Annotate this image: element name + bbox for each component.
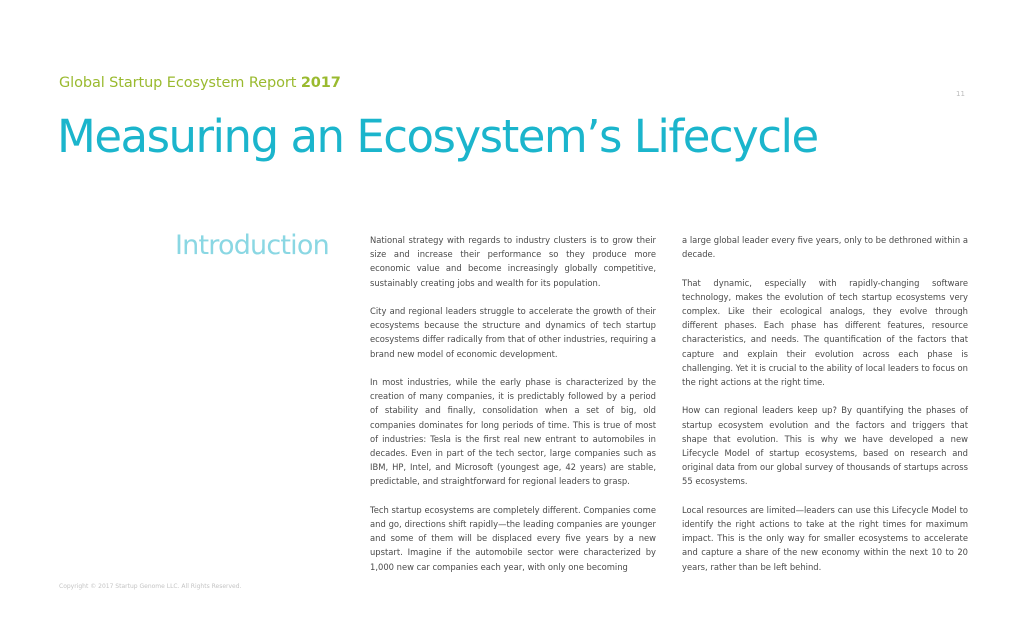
text-column-right: [682, 233, 968, 588]
paragraph: National strategy with regards to industry clusters is to grow their size and increase their performance so they produce more economic value and become increasingly globally competitive, sustainably creating jobs and wealth for its population.: [370, 235, 656, 288]
paragraph: That dynamic, especially with rapidly-changing software technology, makes the evolution of tech startup ecosystems very complex. Like their ecological analogs, they evolve through different phases. Each phase has different features, resource characteristics, and needs. The quantification of the factors that capture and explain their evolution across each phase is challenging. Yet it is crucial to the ability of local leaders to focus on the right actions at the right time.: [682, 277, 968, 388]
report-title-text: Global Startup Ecosystem Report: [59, 75, 297, 91]
paragraph: Tech startup ecosystems are completely different. Companies come and go, directions shift rapidly—the leading companies are younger and some of them will be displaced every five years by a new upstart. Imagine if the automobile sector were characterized by 1,000 new car companies each year, with only one becoming: [370, 504, 656, 572]
paragraph: City and regional leaders struggle to accelerate the growth of their ecosystems because the structure and dynamics of tech startup ecosystems differ radically from that of other industries, requiring a brand new model of economic development.: [370, 306, 656, 359]
report-year: 2017: [300, 75, 341, 91]
copyright-notice: Copyright © 2017 Startup Genome LLC. All Rights Reserved.: [59, 583, 242, 590]
page-title: Measuring an Ecosystem’s Lifecycle: [57, 110, 818, 163]
paragraph: Local resources are limited—leaders can use this Lifecycle Model to identify the right actions to take at the right times for maximum impact. This is the only way for smaller ecosystems to accelerate and capture a share of the new economy within the next 10 to 20 years, rather than be left behind.: [682, 504, 968, 572]
page-number: 11: [956, 90, 965, 98]
report-title: [59, 75, 341, 91]
paragraph: a large global leader every five years, only to be dethroned within a decade.: [682, 235, 968, 260]
section-title: Introduction: [175, 230, 329, 261]
paragraph: In most industries, while the early phase is characterized by the creation of many companies, it is predictably followed by a period of stability and finally, consolidation when a set of big, old companies dominates for long periods of time. This is true of most of industries: Tesla is the first real new entrant to automobiles in decades. Even in part of the tech sector, large companies such as IBM, HP, Intel, and Microsoft (youngest age, 42 years) are stable, predictable, and straightforward for regional leaders to grasp.: [370, 377, 656, 487]
text-column-left: [370, 233, 656, 588]
paragraph: How can regional leaders keep up? By quantifying the phases of startup ecosystem evolution and the factors and triggers that shape that evolution. This is why we have developed a new Lifecycle Model of startup ecosystems, based on research and original data from our global survey of thousands of startups across 55 ecosystems.: [682, 405, 968, 487]
